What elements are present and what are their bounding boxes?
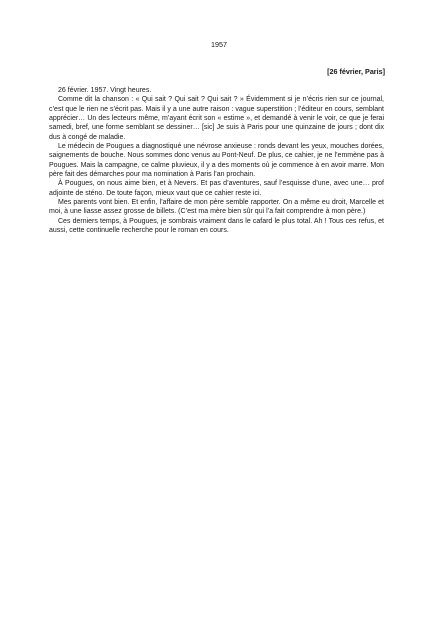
entry-date-heading: [26 février, Paris] (327, 67, 385, 76)
journal-entry-body (49, 86, 384, 236)
paragraph: Ces derniers temps, à Pougues, je sombrais vraiment dans le cafard le plus total. Ah ! Tous ces refus, et aussi, cette continuelle recherche pour le roman en cours. (49, 217, 384, 235)
paragraph: Comme dit la chanson : « Qui sait ? Qui sait ? Qui sait ? » Évidemment si je n’écris rien sur ce journal, c’est que le rien ne s’écrit pas. Mais il y a une autre raison : vague superstition ; l’éditeur en cours, semblant apprécier… Un des lecteurs même, m’ayant écrit son « estime », et demandé à venir le voir, ce que je ferai samedi, bref, une forme semblant se dessiner… [sic] Je suis à Paris pour une quinzaine de jours ; dont dix dus à congé de maladie. (49, 96, 384, 141)
paragraph: Mes parents vont bien. Et enfin, l’affaire de mon père semble rapporter. On a même eu droit, Marcelle et moi, à une liasse assez grosse de billets. (C’est ma mère bien sûr qui l’a fait comprendre à mon père.) (49, 199, 384, 216)
paragraph: À Pougues, on nous aime bien, et à Nevers. Et pas d’aventures, sauf l’esquisse d’une, avec une… prof adjointe de sténo. De toute façon, mieux vaut que ce cahier reste ici. (49, 180, 384, 197)
paragraph-date-line: 26 février. 1957. Vingt heures. (58, 87, 152, 94)
page-year-header: 1957 (211, 40, 227, 49)
paragraph: Le médecin de Pougues a diagnostiqué une névrose anxieuse : ronds devant les yeux, mouches dorées, saignements de bouche. Nous sommes donc venus au Pont-Neuf. De plus, ce cahier, je ne l’emmène pas à Pougues. Mais la campagne, ce calme pluvieux, il y a des moments où je commence à en avoir marre. Mon père fait des démarches pour ma nomination à Paris l’an prochain. (49, 143, 384, 179)
